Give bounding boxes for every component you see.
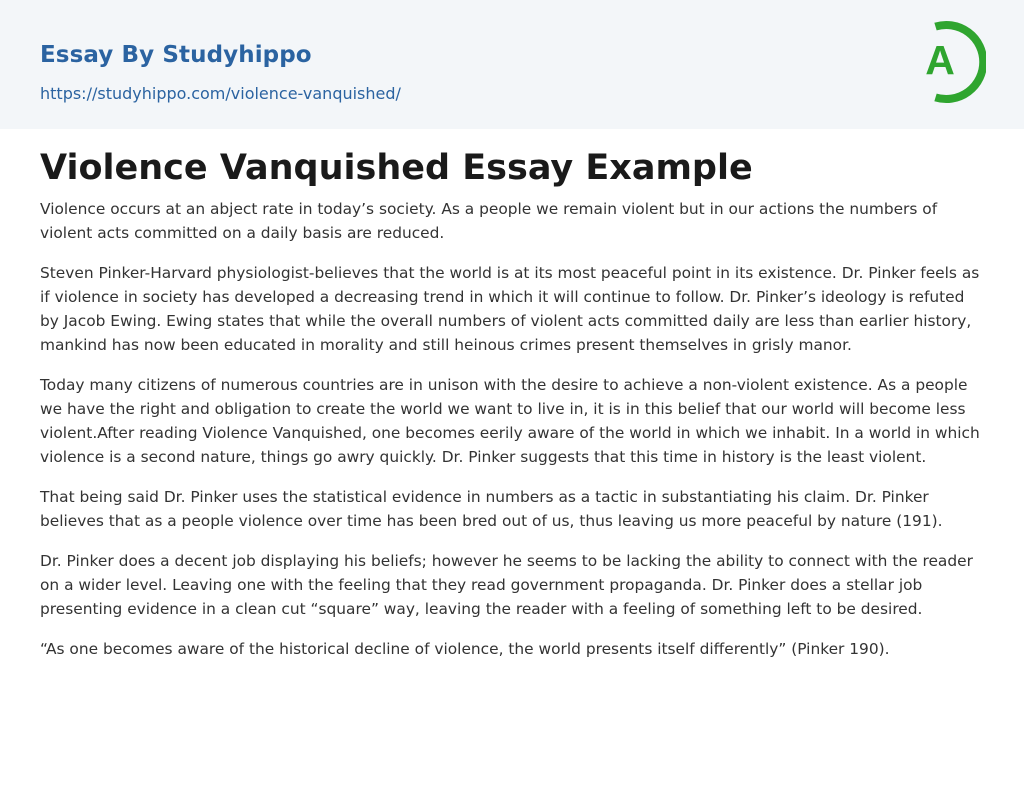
paragraph: “As one becomes aware of the historical decline of violence, the world presents itself differently” (Pinker 190). bbox=[40, 640, 890, 658]
site-header bbox=[0, 0, 1024, 129]
article bbox=[40, 146, 986, 677]
source-url-link[interactable]: https://studyhippo.com/violence-vanquished/ bbox=[40, 84, 401, 103]
paragraph: Dr. Pinker does a decent job displaying his beliefs; however he seems to be lacking the ability to connect with the reader on a wider level. Leaving one with the feeling that they read government propaganda. Dr. Pinker does a stellar job presenting evidence in a clean cut “square” way, leaving the reader with a feeling of something left to be desired. bbox=[40, 552, 973, 618]
page-title: Violence Vanquished Essay Example bbox=[40, 148, 753, 188]
paragraph: Steven Pinker-Harvard physiologist-believes that the world is at its most peaceful point in its existence. Dr. Pinker feels as if violence in society has developed a decreasing trend in which it will continue to follow. Dr. Pinker’s ideology is refuted by Jacob Ewing. Ewing states that while the overall numbers of violent acts committed daily are less than earlier history, mankind has now been educated in morality and still heinous crimes present themselves in grisly manor. bbox=[40, 264, 980, 354]
paragraph: Today many citizens of numerous countries are in unison with the desire to achieve a non-violent existence. As a people we have the right and obligation to create the world we want to live in, it is in this belief that our world will become less violent.After reading Violence Vanquished, one becomes eerily aware of the world in which we inhabit. In a world in which violence is a second nature, things go awry quickly. Dr. Pinker suggests that this time in history is the least violent. bbox=[40, 376, 980, 466]
paragraph: That being said Dr. Pinker uses the statistical evidence in numbers as a tactic in substantiating his claim. Dr. Pinker believes that as a people violence over time has been bred out of us, thus leaving us more peaceful by nature (191). bbox=[40, 488, 943, 530]
paragraph: Violence occurs at an abject rate in today’s society. As a people we remain violent but in our actions the numbers of violent acts committed on a daily basis are reduced. bbox=[40, 200, 938, 242]
studyhippo-logo-icon[interactable] bbox=[912, 20, 986, 104]
logo-letter: A bbox=[925, 37, 955, 83]
site-title: Essay By Studyhippo bbox=[40, 42, 312, 68]
